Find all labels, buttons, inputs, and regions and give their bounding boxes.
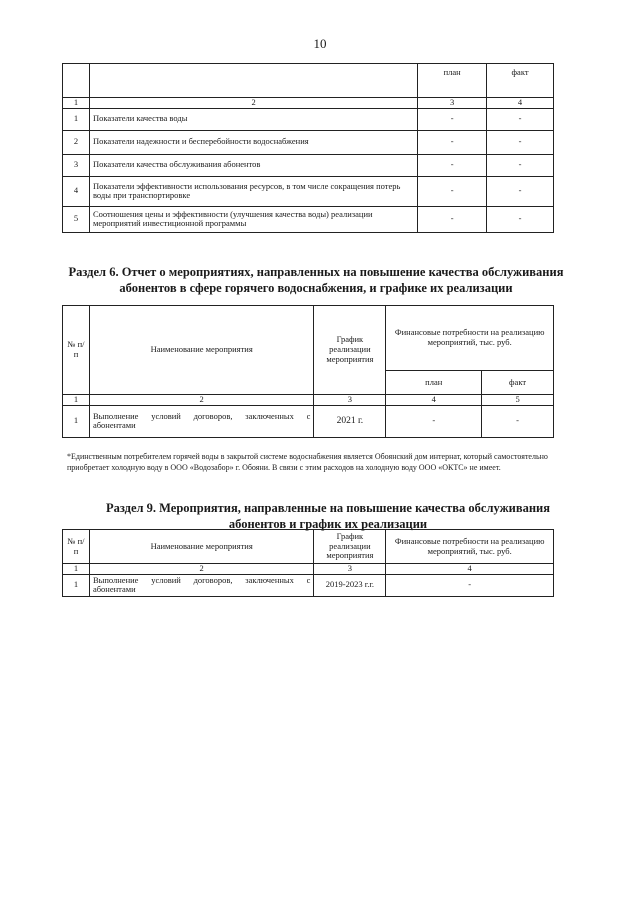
row-name: Показатели качества обслуживания абонентов (89, 154, 417, 176)
row-number: 4 (63, 176, 90, 206)
row-plan: - (418, 154, 487, 176)
row-finance: - (386, 574, 554, 596)
row-fact: - (487, 154, 554, 176)
table-header-row (63, 64, 554, 98)
row-name: Показатели надежности и бесперебойности водоснабжения (89, 130, 417, 154)
row-fact: - (487, 108, 554, 130)
table-row (63, 130, 554, 154)
section6-title: Раздел 6. Отчет о мероприятиях, направленных на повышение качества обслуживания абонентов в сфере горячего водоснабжения, и графике их реализации (68, 265, 564, 295)
row-number: 1 (63, 405, 90, 437)
table-row (63, 206, 554, 232)
table-row (63, 108, 554, 130)
row-number: 2 (63, 130, 90, 154)
section9-table (62, 529, 554, 597)
row-schedule: 2021 г. (314, 405, 386, 437)
column-number: 1 (63, 98, 90, 109)
column-numbers-row (63, 564, 554, 575)
section9-title: Раздел 9. Мероприятия, направленные на повышение качества обслуживания абонентов и график их реализации (105, 501, 551, 531)
row-fact: - (487, 176, 554, 206)
row-fact: - (487, 206, 554, 232)
section6-table (62, 305, 554, 438)
row-plan: - (418, 108, 487, 130)
row-plan: - (418, 176, 487, 206)
column-number: 5 (482, 395, 554, 406)
footnote: *Единственным потребителем горячей воды в закрытой системе водоснабжения является Обоянский дом интернат, который самостоятельно приобретает холодную воду в ООО «Водозабор» г. Обояни. В связи с этим расходов на холодную воду ООО «ОКТС» не имеет. (67, 452, 548, 472)
header-finance: Финансовые потребности на реализацию мероприятий, тыс. руб. (386, 306, 554, 371)
header-fact: факт (482, 371, 554, 395)
table-row (63, 154, 554, 176)
header-plan: план (418, 64, 487, 98)
table-row (63, 574, 554, 596)
row-name: Показатели эффективности использования ресурсов, в том числе сокращения потерь воды при транспортировке (89, 176, 417, 206)
column-number: 1 (63, 564, 90, 575)
row-plan: - (418, 130, 487, 154)
header-name: Наименование мероприятия (89, 530, 313, 564)
header-num: № п/п (63, 530, 90, 564)
table-header-row (63, 530, 554, 564)
header-cell (63, 64, 90, 98)
table-row (63, 176, 554, 206)
header-num: № п/п (63, 306, 90, 395)
row-name: Соотношения цены и эффективности (улучшения качества воды) реализации мероприятий инвестиционной программы (89, 206, 417, 232)
column-number: 2 (89, 98, 417, 109)
row-fact: - (482, 405, 554, 437)
header-name: Наименование мероприятия (89, 306, 313, 395)
column-number: 3 (314, 564, 386, 575)
row-number: 3 (63, 154, 90, 176)
header-finance: Финансовые потребности на реализацию мероприятий, тыс. руб. (386, 530, 554, 564)
row-plan: - (418, 206, 487, 232)
row-name: Выполнение условий договоров, заключенных с абонентами (89, 405, 313, 437)
column-number: 3 (418, 98, 487, 109)
row-number: 5 (63, 206, 90, 232)
table-row (63, 405, 554, 437)
header-schedule: График реализации мероприятия (314, 306, 386, 395)
column-number: 2 (89, 564, 313, 575)
row-fact: - (487, 130, 554, 154)
row-name: Выполнение условий договоров, заключенных с абонентами (89, 574, 313, 596)
table-header-row (63, 306, 554, 371)
column-numbers-row (63, 395, 554, 406)
water-indicators-table (62, 63, 554, 233)
column-number: 2 (89, 395, 313, 406)
row-schedule: 2019-2023 г.г. (314, 574, 386, 596)
page-number: 10 (313, 36, 327, 51)
column-number: 4 (386, 395, 482, 406)
row-name: Показатели качества воды (89, 108, 417, 130)
header-plan: план (386, 371, 482, 395)
column-number: 3 (314, 395, 386, 406)
header-schedule: График реализации мероприятия (314, 530, 386, 564)
column-number: 4 (487, 98, 554, 109)
row-number: 1 (63, 108, 90, 130)
column-number: 4 (386, 564, 554, 575)
column-number: 1 (63, 395, 90, 406)
row-plan: - (386, 405, 482, 437)
row-number: 1 (63, 574, 90, 596)
header-cell (89, 64, 417, 98)
header-fact: факт (487, 64, 554, 98)
column-numbers-row (63, 98, 554, 109)
